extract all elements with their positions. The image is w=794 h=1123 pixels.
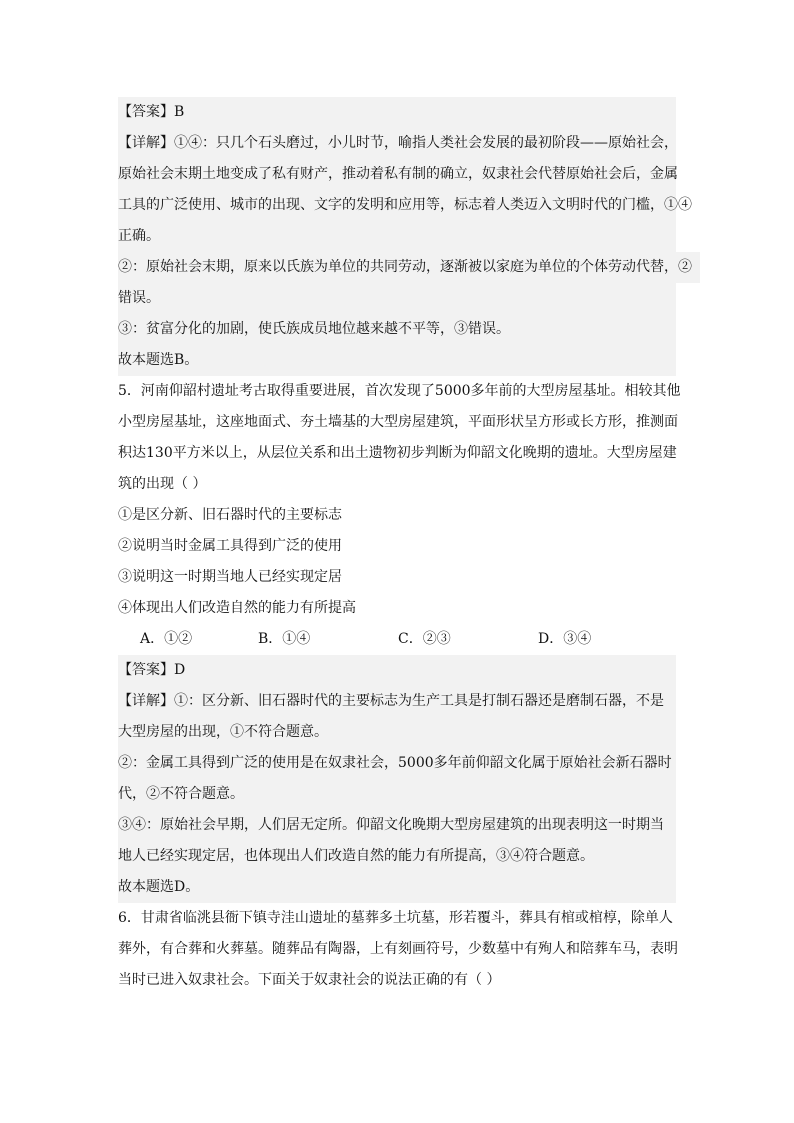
explanation-line: 大型房屋的出现，①不符合题意。: [118, 717, 676, 748]
conclusion-line: 故本题选D。: [118, 872, 676, 903]
explanation-line: 工具的广泛使用、城市的出现、文字的发明和应用等，标志着人类迈入文明时代的门槛，①④: [118, 190, 676, 221]
option-a: A．①②: [140, 631, 193, 647]
answer-options: [118, 624, 678, 655]
option-b: B．①④: [258, 631, 311, 647]
question-stem-line: 5．河南仰韶村遗址考古取得重要进展，首次发现了5000多年前的大型房屋基址。相较其他: [118, 383, 681, 399]
question-stem-line: 小型房屋基址，这座地面式、夯土墙基的大型房屋建筑，平面形状呈方形或长方形，推测面: [118, 414, 678, 430]
explanation-line: ②：原始社会末期，原来以氏族为单位的共同劳动，逐渐被以家庭为单位的个体劳动代替，②: [118, 252, 700, 283]
explanation-line: 代，②不符合题意。: [118, 779, 676, 810]
conclusion-line: 故本题选B。: [118, 345, 676, 376]
explanation-line: 正确。: [118, 221, 676, 252]
explanation-line: 地人已经实现定居，也体现出人们改造自然的能力有所提高，③④符合题意。: [118, 841, 676, 872]
statement-1: ①是区分新、旧石器时代的主要标志: [118, 507, 342, 523]
document-content: [118, 97, 692, 996]
explanation-line: ②：金属工具得到广泛的使用是在奴隶社会，5000多年前仰韶文化属于原始社会新石器时: [118, 748, 676, 779]
answer-label: 【答案】B: [118, 97, 676, 128]
explanation-line: 原始社会末期土地变成了私有财产，推动着私有制的确立，奴隶社会代替原始社会后，金属: [118, 159, 676, 190]
explanation-line: ③④：原始社会早期，人们居无定所。仰韶文化晚期大型房屋建筑的出现表明这一时期当: [118, 810, 676, 841]
question-stem-line: 积达130平方米以上，从层位关系和出土遗物初步判断为仰韶文化晚期的遗址。大型房屋建: [118, 445, 677, 461]
question-stem-line: 筑的出现（ ）: [118, 476, 207, 492]
explanation-line: 【详解】①：区分新、旧石器时代的主要标志为生产工具是打制石器还是磨制石器，不是: [118, 686, 676, 717]
question-stem-line: 6．甘肃省临洮县衙下镇寺洼山遗址的墓葬多土坑墓，形若覆斗，葬具有棺或棺椁，除单人: [118, 910, 673, 926]
option-d: D．③④: [538, 631, 592, 647]
answer-block-5: [118, 655, 678, 903]
question-stem-line: 当时已进入奴隶社会。下面关于奴隶社会的说法正确的有（ ）: [118, 972, 501, 988]
statement-4: ④体现出人们改造自然的能力有所提高: [118, 600, 356, 616]
statement-2: ②说明当时金属工具得到广泛的使用: [118, 538, 342, 554]
answer-label: 【答案】D: [118, 655, 676, 686]
question-stem-line: 葬外，有合葬和火葬墓。随葬品有陶器，上有刻画符号，少数墓中有殉人和陪葬车马，表明: [118, 941, 678, 957]
explanation-line: ③：贫富分化的加剧，使氏族成员地位越来越不平等，③错误。: [118, 314, 676, 345]
answer-block-4: [118, 97, 692, 376]
question-6: [118, 903, 678, 996]
explanation-line: 【详解】①④：只几个石头磨过，小儿时节，喻指人类社会发展的最初阶段——原始社会，: [118, 128, 676, 159]
explanation-line: 错误。: [118, 283, 676, 314]
option-c: C．②③: [398, 631, 451, 647]
statement-3: ③说明这一时期当地人已经实现定居: [118, 569, 342, 585]
question-5: [118, 376, 681, 655]
